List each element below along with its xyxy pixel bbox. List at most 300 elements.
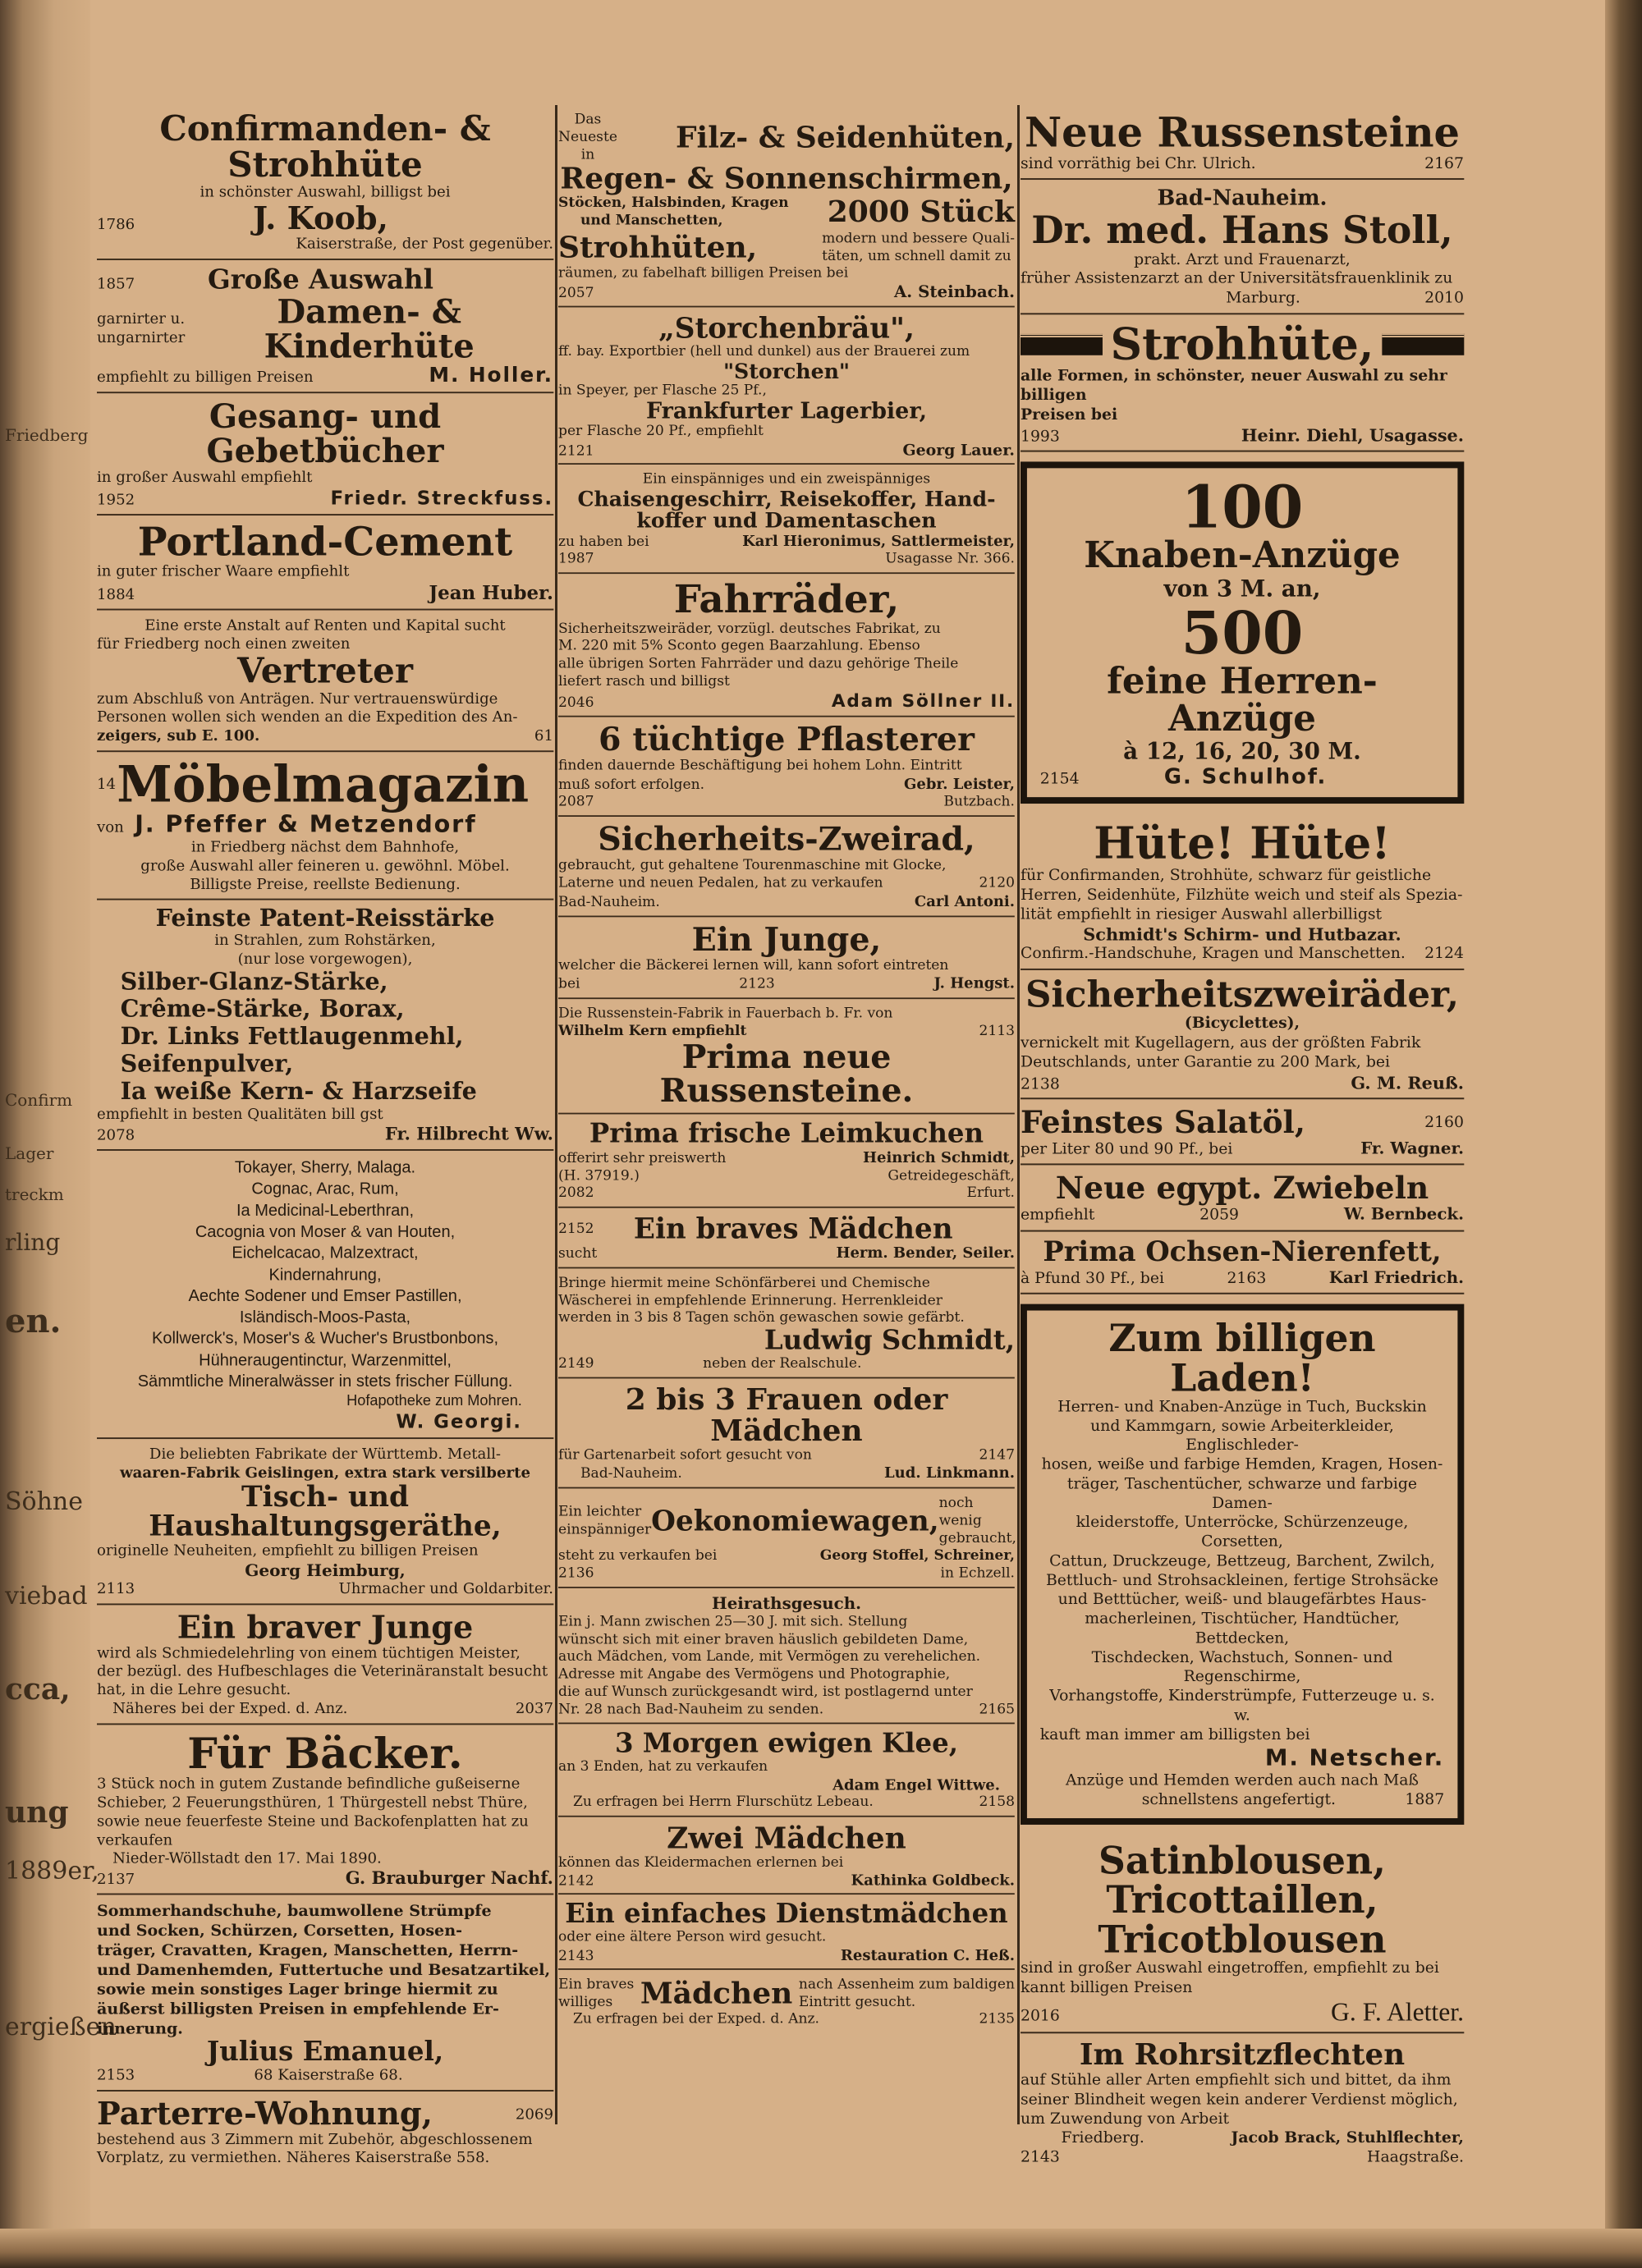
ad-text: welcher die Bäckerei lernen will, kann sofort eintreten — [558, 956, 949, 974]
ad-text: Die beliebten Fabrikate der Württemb. Metall- — [149, 1445, 502, 1463]
ad-text: alle Formen, in schönster, neuer Auswahl zu sehr billigen — [1021, 367, 1447, 405]
ad-text: einspänniger — [558, 1520, 652, 1537]
ad-number: 2136 — [558, 1565, 594, 1581]
ad-strohhuete-diehl — [1021, 314, 1464, 451]
ad-list-item: Ia Medicinal-Leberthran, — [236, 1201, 415, 1220]
ad-number: 2138 — [1021, 1074, 1060, 1093]
ad-title: Confirmanden- & Strohhüte — [159, 108, 491, 186]
decorative-bar — [1382, 333, 1464, 355]
ad-title: Chaisengeschirr, Reisekoffer, Hand- — [577, 486, 996, 511]
ad-text: äußerst billigsten Preisen in empfehlende Er- — [97, 1999, 499, 2018]
ad-list-item: Isländisch-Moos-Pasta, — [239, 1308, 411, 1326]
ad-advertiser: Friedr. Streckfuss. — [330, 487, 553, 510]
ad-number: 2121 — [558, 442, 594, 459]
ad-text: schnellstens angefertigt. — [1141, 1790, 1337, 1809]
boxed-frame — [1021, 1304, 1464, 1825]
ad-baker-boy — [558, 917, 1015, 999]
column-3 — [1021, 105, 1464, 2172]
ad-number: 2163 — [1227, 1268, 1267, 1287]
ad-title: 6 tüchtige Pflasterer — [599, 720, 975, 758]
ad-portland-cement — [97, 515, 553, 611]
ad-garden-workers — [558, 1378, 1015, 1488]
ad-text: Näheres bei der Exped. d. Anz. — [112, 1699, 348, 1717]
ad-text: empfiehlt zu billigen Preisen — [97, 368, 314, 386]
ad-number: 1993 — [1021, 427, 1060, 446]
ad-farm-wagon — [558, 1488, 1015, 1588]
ad-onions — [1021, 1166, 1464, 1232]
ad-text: Bad-Nauheim. — [580, 1464, 682, 1482]
ad-text: Laterne und neuen Pedalen, hat zu verkaufen — [558, 874, 883, 891]
ad-number: 2059 — [1199, 1206, 1240, 1224]
ad-title: Tisch- und Haushaltungsgeräthe, — [149, 1480, 502, 1543]
ad-address: Erfurt. — [966, 1184, 1015, 1202]
ad-text: von 3 M. an, — [1163, 575, 1321, 603]
ad-address: in Echzell. — [940, 1565, 1015, 1581]
ad-title: Ein braver Junge — [177, 1608, 474, 1646]
ad-list-item: Cacognia von Moser & van Houten, — [195, 1222, 456, 1241]
ad-text: waaren-Fabrik Geislingen, extra stark versilberte — [120, 1464, 530, 1482]
ad-text: Ein j. Mann zwischen 25—30 J. mit sich. Stellung — [558, 1613, 908, 1630]
ad-number: 2120 — [979, 874, 1015, 891]
ad-text: Eine erste Anstalt auf Renten und Kapital sucht — [144, 616, 506, 635]
ad-title: Fahrräder, — [673, 576, 900, 622]
edge-fragment: cca, — [5, 1672, 71, 1707]
ad-text: Zu erfragen bei der Exped. d. Anz. — [572, 2010, 819, 2027]
ad-title: Neue egypt. Zwiebeln — [1055, 1169, 1429, 1207]
ad-text: Adresse mit Angabe des Vermögens und Photographie, — [558, 1665, 951, 1683]
ad-text: ungarnirter — [97, 328, 186, 346]
ad-advertiser: Lud. Linkmann. — [884, 1464, 1015, 1482]
ad-item: Silber-Glanz-Stärke, — [120, 968, 388, 997]
ad-number: 2069 — [515, 2105, 553, 2123]
ad-number: 2167 — [1424, 153, 1464, 172]
column-2 — [558, 105, 1015, 2032]
ad-netscher — [1021, 1294, 1464, 1835]
ad-advertiser: Ludwig Schmidt, — [764, 1324, 1015, 1356]
ad-text: für Confirmanden, Strohhüte, schwarz für geistliche — [1021, 866, 1432, 885]
ad-item: Dr. Links Fettlaugenmehl, — [120, 1023, 464, 1052]
ad-schulhof-suits — [1021, 451, 1464, 813]
ad-list-item: Tischdecken, Wachstuch, Sonnen- und Regenschirme, — [1091, 1647, 1393, 1686]
ad-heading: Große Auswahl — [207, 263, 433, 296]
ad-text: an 3 Enden, hat zu verkaufen — [558, 1757, 768, 1775]
ad-advertiser: Kathinka Goldbeck. — [851, 1871, 1015, 1890]
ad-text: Sicherheitszweiräder, vorzügl. deutsches Fabrikat, zu — [558, 620, 941, 637]
ad-saddler — [558, 465, 1015, 574]
edge-fragment: Confirm — [5, 1090, 73, 1110]
ad-advertiser: Gebr. Leister, — [904, 774, 1015, 792]
ad-apprentice — [97, 1605, 553, 1725]
ad-text: noch wenig — [938, 1494, 982, 1528]
ad-title: Mädchen — [640, 1975, 793, 2010]
ad-pavers-wanted — [558, 717, 1015, 817]
ad-number: 2057 — [558, 284, 594, 301]
ad-number: 2160 — [1424, 1112, 1464, 1131]
ad-number: 2135 — [979, 2010, 1015, 2027]
ad-text: können das Kleidermachen erlernen bei — [558, 1853, 844, 1871]
ad-text: Confirm.-Handschuhe, Kragen und Manschetten. — [1021, 944, 1406, 963]
edge-fragment: ung — [5, 1795, 69, 1830]
ad-list-item: Aechte Sodener und Emser Pastillen, — [188, 1286, 462, 1305]
ad-text: und Damenhemden, Futtertuche und Besatzartikel, — [97, 1959, 551, 1979]
ad-number: 2158 — [979, 1793, 1015, 1810]
ad-title: Tricottaillen, — [1106, 1877, 1378, 1922]
ad-list-item: Sämmtliche Mineralwässer in stets frischer Füllung. — [137, 1372, 513, 1391]
ad-number: 2046 — [558, 694, 594, 711]
ad-text: für Gartenarbeit sofort gesucht von — [558, 1446, 812, 1463]
ad-advertiser: J. Koob, — [252, 199, 388, 237]
ad-number: 1786 — [97, 215, 135, 233]
ad-text: vernickelt mit Kugellagern, aus der größten Fabrik — [1021, 1033, 1421, 1052]
ad-text: gebraucht, gut gehaltene Tourenmaschine mit Glocke, — [558, 856, 947, 873]
ad-text: wird als Schmiedelehrling von einem tüchtigen Meister, — [97, 1643, 521, 1661]
ad-text: Anzüge und Hemden werden auch nach Maß — [1065, 1771, 1420, 1789]
ad-advertiser: Fr. Hilbrecht Ww. — [384, 1124, 553, 1145]
ad-number: 2124 — [1424, 944, 1464, 963]
ad-address: Usagasse Nr. 366. — [885, 550, 1015, 567]
ad-title: Zwei Mädchen — [667, 1820, 906, 1856]
ad-number: 1857 — [97, 274, 135, 292]
ad-text: alle übrigen Sorten Fahrräder und dazu gehörige Theile — [558, 655, 959, 671]
edge-fragment: en. — [5, 1302, 62, 1340]
ad-text: bei — [558, 975, 580, 992]
ad-text: Hofapotheke zum Mohren. — [346, 1393, 522, 1410]
ad-text: zeigers, sub E. 100. — [97, 726, 260, 745]
ad-text: offerirt sehr preiswerth — [558, 1149, 727, 1166]
ad-text: Herren, Seidenhüte, Filzhüte weich und steif als Spezia- — [1021, 885, 1463, 904]
edge-fragment: ergießen — [5, 2013, 117, 2041]
ad-headline: 500 — [1181, 598, 1304, 667]
ad-text: steht zu verkaufen bei — [558, 1546, 718, 1564]
ad-text: Marburg. — [1226, 288, 1300, 307]
ad-list-item: Cattun, Druckzeuge, Bettzeug, Barchent, Zwilch, — [1049, 1551, 1435, 1570]
ad-title: Neue Russensteine — [1024, 108, 1461, 157]
ad-title: „Storchenbräu", — [658, 310, 915, 345]
ad-text: in Speyer, per Flasche 25 Pf., — [558, 382, 767, 399]
ad-text: Wäscherei in empfehlende Erinnerung. Herrenkleider — [558, 1291, 943, 1308]
ad-advertiser: G. Brauburger Nachf. — [345, 1868, 553, 1889]
ad-text: auch Mädchen, vom Lande, mit Vermögen zu verehelichen. — [558, 1647, 981, 1665]
ad-number: 2113 — [979, 1022, 1015, 1039]
ad-text: Deutschlands, unter Garantie zu 200 Mark, bei — [1021, 1052, 1391, 1071]
ad-text: täten, um schnell damit zu — [822, 247, 1011, 263]
ad-title: Prima Ochsen-Nierenfett, — [1043, 1235, 1442, 1268]
ad-number: 2137 — [97, 1870, 135, 1888]
ad-title: Prima frische Leimkuchen — [589, 1118, 984, 1149]
ad-advertiser: M. Holler. — [429, 363, 553, 387]
ad-text: und Socken, Schürzen, Corsetten, Hosen- — [97, 1921, 463, 1940]
ad-dye-works — [558, 1268, 1015, 1378]
ad-text: Eintritt gesucht. — [798, 1993, 916, 2010]
ad-text: in guter frischer Waare empfiehlt — [97, 562, 350, 580]
ad-title: Dr. med. Hans Stoll, — [1031, 208, 1453, 253]
ad-address: Kaiserstraße, der Post gegenüber. — [296, 235, 553, 253]
ad-text: finden dauernde Beschäftigung bei hohem Lohn. Eintritt — [558, 757, 962, 773]
ad-salad-oil — [1021, 1099, 1464, 1166]
ad-text: verkaufen — [97, 1830, 173, 1849]
ad-text: Neueste — [558, 128, 617, 145]
edge-fragment: 1889er, — [5, 1857, 99, 1885]
ad-starch — [97, 900, 553, 1151]
ad-item-list — [97, 1157, 553, 1393]
ad-marriage — [558, 1588, 1015, 1725]
ad-address: Haagstraße. — [1367, 2147, 1464, 2166]
ad-text: lität empfiehlt in riesiger Auswahl allerbilligst — [1021, 905, 1383, 923]
ad-title: Satinblousen, — [1098, 1838, 1386, 1883]
ad-number: 2082 — [558, 1184, 594, 1202]
ad-text: Nr. 28 nach Bad-Nauheim zu senden. — [558, 1701, 824, 1717]
ad-text: hat, in die Lehre gesucht. — [97, 1681, 291, 1699]
ad-text: Friedberg. — [1061, 2128, 1144, 2147]
ad-number: 1887 — [1405, 1790, 1445, 1809]
edge-fragment: rling — [5, 1229, 61, 1256]
ad-suet — [1021, 1231, 1464, 1294]
ad-address: neben der Realschule. — [703, 1354, 862, 1372]
ad-clover — [558, 1725, 1015, 1817]
ad-text: Schieber, 2 Feuerungsthüren, 1 Thürgestell nebst Thüre, — [97, 1794, 528, 1812]
ad-confirmanden-hats — [97, 105, 553, 260]
ad-text: Preisen bei — [1021, 405, 1118, 424]
ad-text: seiner Blindheit wegen kein anderer Verdienst möglich, — [1021, 2090, 1458, 2109]
ad-address: 68 Kaiserstraße 68. — [254, 2066, 403, 2084]
ad-text: bestehend aus 3 Zimmern mit Zubehör, abgeschlossenem — [97, 2130, 533, 2148]
ad-title: Damen- & Kinderhüte — [264, 291, 475, 365]
ad-item-list — [1040, 1397, 1444, 1725]
ad-headline: 2000 Stück — [827, 194, 1015, 230]
ad-for-bakers — [97, 1725, 553, 1895]
ad-text: zum Abschluß von Anträgen. Nur vertrauenswürdige — [97, 690, 498, 708]
ad-text: oder eine ältere Person wird gesucht. — [558, 1928, 827, 1945]
ad-title: Feinstes Salatöl, — [1021, 1102, 1305, 1140]
ad-text: nach Assenheim zum baldigen — [798, 1975, 1015, 1992]
ad-furniture — [97, 752, 553, 900]
ad-title: Vertreter — [236, 651, 414, 692]
ad-list-item: kleiderstoffe, Unterröcke, Schürzenzeuge, Corsetten, — [1076, 1513, 1409, 1551]
ad-title: Für Bäcker. — [187, 1727, 463, 1778]
ad-text: kauft man immer am billigsten bei — [1039, 1725, 1310, 1743]
ad-advertiser: Heinr. Diehl, Usagasse. — [1241, 424, 1464, 446]
ad-text: die auf Wunsch zurückgesandt wird, ist postlagernd unter — [558, 1683, 973, 1700]
ad-text: Bringe hiermit meine Schönfärberei und Chemische — [558, 1274, 930, 1291]
column-rule — [1017, 105, 1020, 2124]
ad-number: 1987 — [558, 550, 594, 567]
ad-text: der bezügl. des Hufbeschlages die Veterinäranstalt besucht — [97, 1662, 548, 1680]
ad-text: wünscht sich mit einer braven häuslich gebildeten Dame, — [558, 1630, 969, 1647]
ad-number: 2153 — [97, 2066, 135, 2084]
ad-number: 14 — [97, 776, 117, 794]
ad-title: Prima neue Russensteine. — [659, 1038, 914, 1110]
ad-advertiser: Jacob Brack, Stuhlflechter, — [1231, 2128, 1464, 2147]
ad-text: um Zuwendung von Arbeit — [1021, 2109, 1230, 2128]
boxed-frame — [1021, 461, 1464, 804]
ad-steinbach-hats — [558, 105, 1015, 307]
ad-list-item: Tokayer, Sherry, Malaga. — [234, 1158, 416, 1177]
ad-pharmacy — [97, 1151, 553, 1439]
ad-title: Strohhüten, — [558, 229, 758, 264]
ad-text: à Pfund 30 Pf., bei — [1021, 1268, 1164, 1287]
ad-advertiser: Restauration C. Heß. — [840, 1945, 1015, 1964]
ad-text: in schönster Auswahl, billigst bei — [200, 183, 451, 201]
ad-text: innerung. — [97, 2018, 183, 2038]
ad-title: Sicherheitszweiräder, — [1025, 974, 1460, 1016]
ad-advertiser: Carl Antoni. — [914, 891, 1015, 910]
ad-text: originelle Neuheiten, empfiehlt zu billigen Preisen — [97, 1542, 479, 1560]
ad-text: Die Russenstein-Fabrik in Fauerbach b. Fr. von — [558, 1005, 893, 1022]
ad-advertiser: Karl Friedrich. — [1328, 1267, 1464, 1287]
ad-list-item: Bettluch- und Strohsackleinen, fertige Strohsäcke — [1045, 1570, 1439, 1589]
ad-headline: 100 — [1181, 472, 1304, 542]
ad-summer-goods — [97, 1895, 553, 2092]
ad-text: kannt billigen Preisen — [1021, 1977, 1193, 1996]
ad-text: große Auswahl aller feineren u. gewöhnl. Möbel. — [140, 856, 510, 874]
ad-advertiser: Karl Hieronimus, Sattlermeister, — [742, 531, 1015, 550]
ad-title: "Storchen" — [722, 359, 851, 383]
ad-maid-bender — [558, 1208, 1015, 1268]
ad-text: früher Assistenzarzt an der Universitätsfrauenklinik zu — [1021, 269, 1453, 287]
ad-item: Ia weiße Kern- & Harzseife — [120, 1078, 477, 1106]
ad-advertiser: G. Schulhof. — [1163, 765, 1328, 790]
ad-list-item: Kollwerck's, Moser's & Wucher's Brustbonbons, — [151, 1329, 499, 1348]
ad-ladies-hats — [97, 260, 553, 393]
edge-fragment: Söhne — [5, 1487, 84, 1516]
ad-text: auf Stühle aller Arten empfiehlt sich und bittet, da ihm — [1021, 2070, 1452, 2089]
ad-title: Möbelmagazin — [117, 754, 530, 814]
edge-fragment: Lager — [5, 1143, 54, 1163]
ad-text: Uhrmacher und Goldarbiter. — [338, 1579, 553, 1597]
ad-text: 3 Stück noch in gutem Zustande befindliche gußeiserne — [97, 1775, 521, 1793]
ad-text: in großer Auswahl empfiehlt — [97, 468, 313, 486]
ad-item: Seifenpulver, — [120, 1051, 294, 1079]
ad-advertiser: Georg Stoffel, Schreiner, — [819, 1546, 1015, 1564]
ad-title: Ein Junge, — [691, 920, 882, 959]
ad-text: werden in 3 bis 8 Tagen schön gewaschen sowie gefärbt. — [558, 1309, 965, 1326]
ad-title: Portland-Cement — [137, 518, 513, 565]
ad-advertiser: Adam Söllner II. — [831, 690, 1015, 712]
ad-text: sind vorräthig bei Chr. Ulrich. — [1021, 153, 1256, 172]
ad-advertiser: Schmidt's Schirm- und Hutbazar. — [1083, 923, 1401, 945]
ad-doctor-stoll — [1021, 180, 1464, 314]
ad-text: in — [580, 145, 595, 163]
ad-text: empfiehlt in besten Qualitäten bill gst — [97, 1105, 383, 1123]
ad-title: Parterre-Wohnung, — [97, 2095, 433, 2133]
ad-number: 2152 — [558, 1221, 594, 1237]
ad-chair-caning — [1021, 2034, 1464, 2173]
ad-number: 2087 — [558, 793, 594, 810]
column-1 — [97, 105, 553, 2172]
ad-text: sucht — [558, 1244, 598, 1262]
ad-huete-bazar — [1021, 813, 1464, 970]
ad-text: muß sofort erfolgen. — [558, 776, 705, 792]
ad-advertiser: W. Georgi. — [396, 1410, 522, 1433]
ad-table-ware — [97, 1439, 553, 1605]
ad-number: 2037 — [515, 1699, 553, 1717]
bottom-page-edge — [0, 2229, 1642, 2268]
ad-text: träger, Cravatten, Kragen, Manschetten, Herrn- — [97, 1940, 519, 1959]
ad-text: Wilhelm Kern empfiehlt — [558, 1022, 747, 1039]
ad-text: und Manschetten, — [580, 212, 723, 229]
edge-fragment: viebad — [5, 1582, 88, 1611]
ad-title: koffer und Damentaschen — [636, 508, 937, 533]
ad-title: Frankfurter Lagerbier, — [645, 397, 927, 424]
ad-title: Oekonomiewagen, — [651, 1504, 939, 1537]
ad-list-item: Eichelcacao, Malzextract, — [232, 1244, 419, 1262]
ad-russensteine-fabrik — [558, 999, 1015, 1114]
ad-advertiser: J. Hengst. — [933, 974, 1015, 992]
ad-advertiser: Georg Lauer. — [902, 440, 1015, 459]
ad-text: Ein einspänniges und ein zweispänniges — [642, 470, 931, 488]
ad-title: Tricotblousen — [1098, 1917, 1387, 1961]
ad-leimkuchen — [558, 1115, 1015, 1208]
ad-text: Getreidegeschäft, — [888, 1166, 1015, 1184]
ad-list-item: Hühneraugentinctur, Warzenmittel, — [199, 1350, 452, 1369]
ad-text: per Liter 80 und 90 Pf., bei — [1021, 1139, 1233, 1158]
ad-text: räumen, zu fabelhaft billigen Preisen bei — [558, 264, 849, 282]
ad-text: Zu erfragen bei Herrn Flurschütz Lebeau. — [572, 1793, 874, 1810]
ad-storchenbraeu — [558, 307, 1015, 465]
ad-text: Bad-Nauheim. — [558, 893, 660, 910]
ad-advertiser: A. Steinbach. — [893, 282, 1015, 302]
ad-text: ff. bay. Exportbier (hell und dunkel) aus der Brauerei zum — [558, 342, 970, 360]
ad-bicyclettes — [1021, 970, 1464, 1099]
ad-text: M. 220 mit 5% Sconto gegen Baarzahlung. Ebenso — [558, 637, 920, 654]
ad-title: Ein einfaches Dienstmädchen — [565, 1898, 1008, 1930]
ad-title: Heirathsgesuch. — [711, 1593, 861, 1614]
ad-list-item: Vorhangstoffe, Kinderstrümpfe, Futterzeuge u. s. w. — [1049, 1686, 1435, 1725]
ad-apartment — [97, 2092, 553, 2173]
ad-list-item: Kindernahrung, — [268, 1265, 382, 1284]
ad-title: Regen- & Sonnenschirmen, — [560, 161, 1013, 196]
ad-title: Feinste Patent-Reisstärke — [155, 905, 495, 932]
ad-advertiser: M. Netscher. — [1264, 1744, 1445, 1772]
ad-text: sowie neue feuerfeste Steine und Backofenplatten hat zu — [97, 1812, 529, 1830]
ad-advertiser: Georg Heimburg, — [245, 1560, 406, 1580]
ad-advertiser: Heinrich Schmidt, — [863, 1148, 1015, 1166]
ad-title: Hüte! Hüte! — [1094, 817, 1391, 869]
ad-number: 2165 — [979, 1701, 1015, 1717]
ad-list-item: und Kammgarn, sowie Arbeiterkleider, Englischleder- — [1090, 1416, 1394, 1455]
ad-agent-wanted — [97, 610, 553, 752]
ad-number: 2147 — [979, 1446, 1015, 1463]
ad-text: empfiehlt — [1021, 1206, 1095, 1224]
ad-text: zu haben bei — [558, 533, 649, 550]
ad-number: 61 — [534, 726, 553, 745]
ad-text: prakt. Arzt und Frauenarzt, — [1134, 250, 1351, 268]
ad-blouses — [1021, 1835, 1464, 2034]
ad-text: williges — [558, 1993, 613, 2010]
ad-text: liefert rasch und billigst — [558, 672, 730, 690]
ad-text: sowie mein sonstiges Lager bringe hiermit zu — [97, 1979, 498, 1999]
ad-text: gebraucht, — [938, 1529, 1016, 1546]
ad-advertiser: J. Pfeffer & Metzendorf — [135, 810, 477, 839]
ad-advertiser: Herm. Bender, Seiler. — [836, 1243, 1015, 1262]
ad-number: 2078 — [97, 1126, 135, 1144]
ad-title: feine Herren-Anzüge — [1107, 660, 1378, 740]
ad-text: Vorplatz, zu vermiethen. Näheres Kaiserstraße 558. — [97, 2148, 490, 2166]
decorative-bar — [1021, 333, 1103, 355]
ad-text: Stöcken, Halsbinden, Kragen — [558, 195, 789, 211]
ad-number: 2143 — [1021, 2147, 1060, 2166]
ad-number: 2154 — [1039, 769, 1080, 788]
edge-fragment: Friedberg — [5, 425, 89, 445]
ad-list-item: Herren- und Knaben-Anzüge in Tuch, Buckskin — [1057, 1397, 1427, 1416]
ad-number: 2149 — [558, 1354, 594, 1372]
ad-text: Das — [574, 111, 602, 127]
ad-text: (H. 37919.) — [558, 1166, 640, 1184]
ad-text: Bad-Nauheim. — [1157, 186, 1328, 211]
ad-advertiser: W. Bernbeck. — [1343, 1204, 1464, 1224]
ad-number: 2016 — [1021, 2006, 1060, 2025]
ad-text: à 12, 16, 20, 30 M. — [1123, 738, 1361, 766]
